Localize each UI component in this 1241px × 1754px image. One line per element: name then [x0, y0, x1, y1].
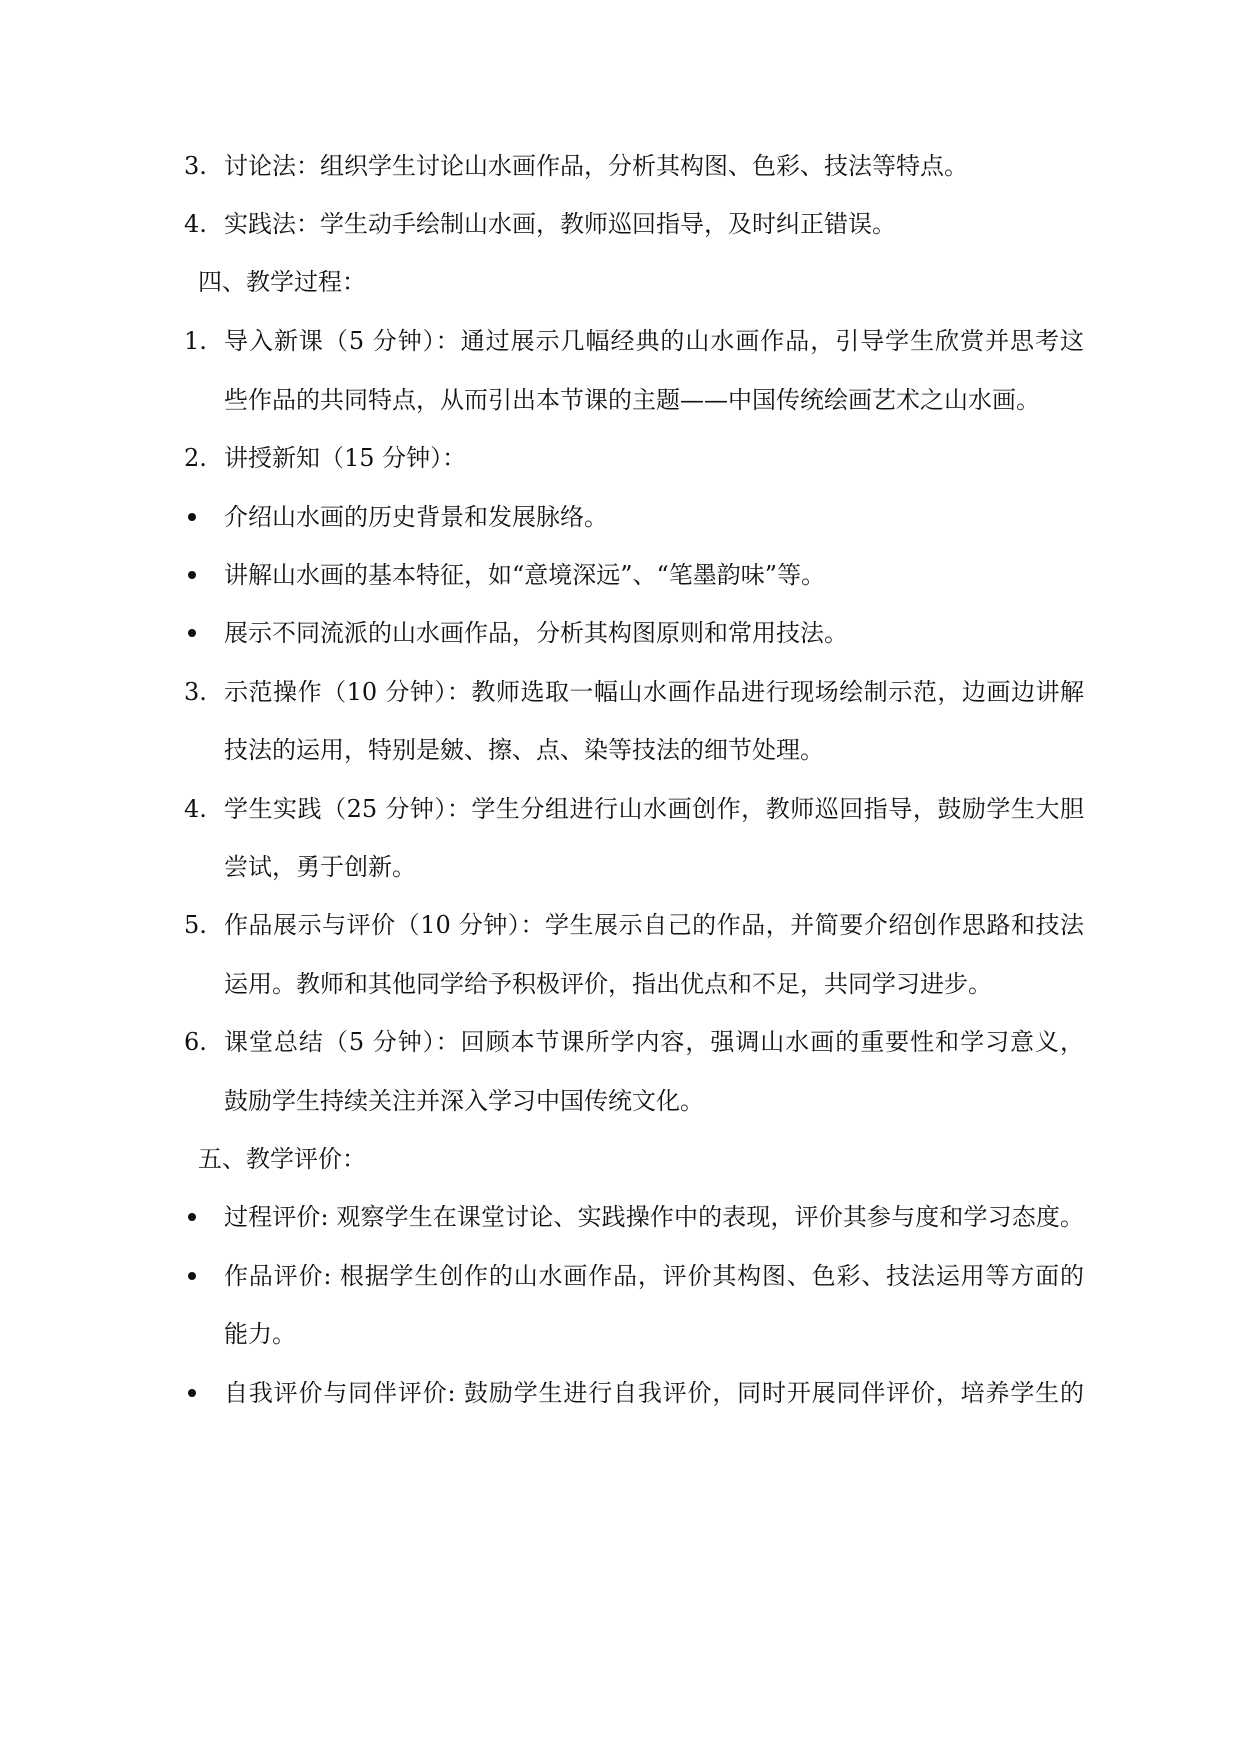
list-item-text: 作品展示与评价（10 分钟）：学生展示自己的作品，并简要介绍创作思路和技法 [224, 911, 1084, 939]
list-item-text: 示范操作（10 分钟）：教师选取一幅山水画作品进行现场绘制示范，边画边讲解 [224, 678, 1084, 706]
bullet-item-work-evaluation [0, 1256, 1241, 1296]
bullet-item-text: 讲解山水画的基本特征，如“意境深远”、“笔墨韵味”等。 [224, 561, 826, 589]
list-item-3-discussion [0, 146, 1241, 186]
list-item-continuation [0, 964, 1241, 1004]
bullet-item-text: 作品评价: 根据学生创作的山水画作品，评价其构图、色彩、技法运用等方面的 [224, 1262, 1084, 1290]
list-item-text: 讨论法：组织学生讨论山水画作品，分析其构图、色彩、技法等特点。 [224, 152, 968, 180]
list-item-1-intro [0, 321, 1241, 361]
list-number: 6. [184, 1028, 207, 1056]
bullet-icon [188, 513, 196, 521]
list-item-3-demo [0, 672, 1241, 712]
list-item-6-summary [0, 1022, 1241, 1062]
bullet-item-history [0, 497, 1241, 537]
continuation-text: 些作品的共同特点，从而引出本节课的主题——中国传统绘画艺术之山水画。 [224, 386, 1040, 414]
list-number: 4. [184, 795, 207, 823]
continuation-text: 鼓励学生持续关注并深入学习中国传统文化。 [224, 1087, 704, 1115]
bullet-icon [188, 1213, 196, 1221]
section-heading-text: 四、教学过程： [198, 268, 366, 296]
bullet-icon [188, 1389, 196, 1397]
continuation-text: 技法的运用，特别是皴、擦、点、染等技法的细节处理。 [224, 736, 824, 764]
continuation-text: 能力。 [224, 1320, 296, 1348]
list-item-continuation [0, 1081, 1241, 1121]
list-item-text: 导入新课（5 分钟）：通过展示几幅经典的山水画作品，引导学生欣赏并思考这 [224, 327, 1084, 355]
list-item-4-practice-method [0, 204, 1241, 244]
bullet-item-text: 过程评价: 观察学生在课堂讨论、实践操作中的表现，评价其参与度和学习态度。 [224, 1203, 1084, 1231]
bullet-item-self-peer-evaluation [0, 1373, 1241, 1413]
list-item-text: 实践法：学生动手绘制山水画，教师巡回指导，及时纠正错误。 [224, 210, 896, 238]
bullet-item-text: 介绍山水画的历史背景和发展脉络。 [224, 503, 608, 531]
list-item-continuation [0, 1314, 1241, 1354]
list-item-continuation [0, 380, 1241, 420]
bullet-item-text: 展示不同流派的山水画作品，分析其构图原则和常用技法。 [224, 619, 848, 647]
continuation-text: 尝试，勇于创新。 [224, 853, 416, 881]
list-number: 3. [184, 152, 207, 180]
list-number: 4. [184, 210, 207, 238]
section-heading-text: 五、教学评价： [198, 1145, 366, 1173]
bullet-icon [188, 629, 196, 637]
list-number: 1. [184, 327, 207, 355]
bullet-item-schools [0, 613, 1241, 653]
bullet-icon [188, 571, 196, 579]
list-item-text: 课堂总结（5 分钟）：回顾本节课所学内容，强调山水画的重要性和学习意义， [224, 1028, 1084, 1056]
section-heading-teaching-process [0, 262, 1241, 302]
list-number: 5. [184, 911, 207, 939]
bullet-item-text: 自我评价与同伴评价: 鼓励学生进行自我评价，同时开展同伴评价，培养学生的 [224, 1379, 1084, 1407]
list-item-text: 讲授新知（15 分钟）： [224, 444, 467, 472]
list-item-continuation [0, 730, 1241, 770]
bullet-item-process-evaluation [0, 1197, 1241, 1237]
list-item-5-showcase [0, 905, 1241, 945]
list-number: 3. [184, 678, 207, 706]
list-number: 2. [184, 444, 207, 472]
bullet-item-features [0, 555, 1241, 595]
list-item-2-teaching [0, 438, 1241, 478]
continuation-text: 运用。教师和其他同学给予积极评价，指出优点和不足，共同学习进步。 [224, 970, 992, 998]
list-item-4-student-practice [0, 789, 1241, 829]
list-item-continuation [0, 847, 1241, 887]
list-item-text: 学生实践（25 分钟）：学生分组进行山水画创作，教师巡回指导，鼓励学生大胆 [224, 795, 1084, 823]
bullet-icon [188, 1272, 196, 1280]
section-heading-teaching-evaluation [0, 1139, 1241, 1179]
